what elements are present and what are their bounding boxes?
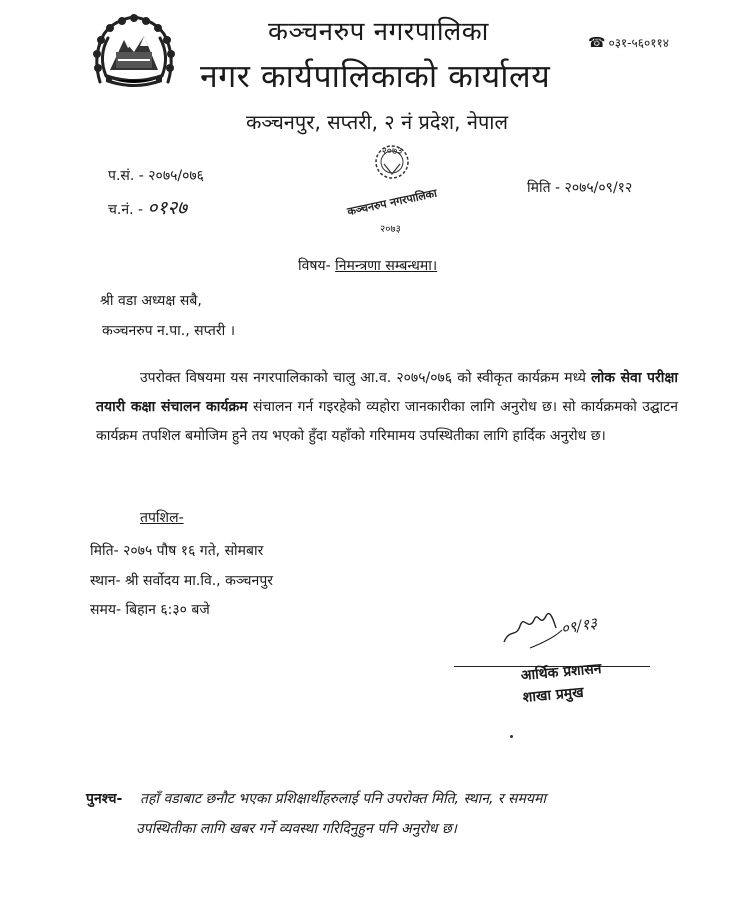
body-text-2: संचालन गर्न गइरहेको व्यहोरा जानकारीका लागि अनुरोध छ। सो कार्यक्रमको उद्घाटन कार्यक्रम तपशिल बमोजिम हुने तय भएको हुँदा यहाँको गरिमामय उपस्थितीका लागि हार्दिक अनुरोध छ।: [96, 399, 679, 444]
stamp-year: २०७३: [381, 146, 403, 157]
ink-dot: [510, 735, 513, 738]
postscript-line-1: तहाँ वडाबाट छनौट भएका प्रशिक्षार्थीहरुलाई पनि उपरोक्त मिति, स्थान, र समयमा: [140, 791, 546, 807]
signatory-title-2: शाखा प्रमुख: [522, 684, 585, 706]
phone-value: ०३१-५६०११४: [608, 36, 669, 50]
dispatch-handwritten: ०१२७: [147, 197, 188, 219]
subject-text: निमन्त्रणा सम्बन्धमा।: [335, 258, 438, 274]
recipient-line-2: कञ्चनरुप न.पा., सप्तरी ।: [102, 323, 236, 339]
letter-date: मिति - २०७५/०९/१२: [527, 180, 633, 196]
signature-date: ०९/१३: [559, 613, 599, 638]
phone-number: [588, 34, 669, 51]
nepal-emblem-icon: [88, 12, 180, 96]
municipality-name: कञ्चनरुप नगरपालिका: [268, 17, 489, 47]
stamp-text: कञ्चनरुप नगरपालिका: [346, 186, 438, 219]
details-date: मिति- २०७५ पौष १६ गते, सोमबार: [90, 543, 264, 559]
program-name: लोक सेवा परीक्षा तयारी कक्षा संचालन कार्यक्रम: [96, 370, 679, 415]
subject-line: [298, 256, 437, 275]
dispatch-number: [108, 194, 187, 220]
body-text-1: उपरोक्त विषयमा यस नगरपालिकाको चालु आ.व. २०७५/०७६ को स्वीकृत कार्यक्रम मध्ये: [140, 370, 586, 386]
dispatch-label: च.नं. -: [108, 202, 144, 218]
handwritten-signature: [500, 598, 612, 658]
stamp-bottom: २०७३: [380, 224, 401, 235]
postscript-line-2: उपस्थितीका लागि खबर गर्ने व्यवस्था गरिदिनुहुन पनि अनुरोध छ।: [136, 821, 457, 837]
reference-number: प.सं. - २०७५/०७६: [108, 168, 204, 184]
signatory-title-1: आर्थिक प्रशासन: [520, 660, 603, 684]
postscript-label: पुनश्च-: [86, 791, 123, 807]
recipient-line-1: श्री वडा अध्यक्ष सबै,: [100, 293, 202, 309]
subject-label: विषय-: [298, 258, 331, 274]
telephone-icon: ☎: [588, 35, 606, 51]
office-stamp: [334, 136, 450, 236]
office-title: नगर कार्यपालिकाको कार्यालय: [200, 57, 551, 95]
letter-body: [96, 364, 678, 451]
office-address: कञ्चनपुर, सप्तरी, २ नं प्रदेश, नेपाल: [246, 110, 509, 134]
details-heading: तपशिल-: [140, 510, 184, 526]
details-time: समय- बिहान ६:३० बजे: [90, 602, 210, 618]
details-place: स्थान- श्री सर्वोदय मा.वि., कञ्चनपुर: [90, 573, 273, 589]
